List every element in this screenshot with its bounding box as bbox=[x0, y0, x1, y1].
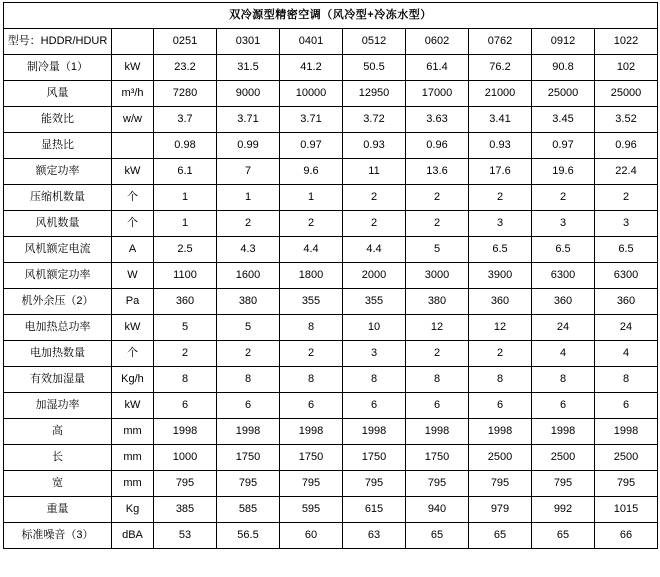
table-row bbox=[4, 81, 658, 107]
cell: 0.97 bbox=[280, 133, 343, 159]
cell: 25000 bbox=[595, 81, 658, 107]
row-unit: Kg/h bbox=[112, 367, 154, 393]
cell: 56.5 bbox=[217, 523, 280, 549]
model-header-5: 0762 bbox=[469, 29, 532, 55]
cell: 2500 bbox=[469, 445, 532, 471]
cell: 979 bbox=[469, 497, 532, 523]
table-row bbox=[4, 159, 658, 185]
cell: 1998 bbox=[406, 419, 469, 445]
table-row bbox=[4, 523, 658, 549]
row-unit: m³/h bbox=[112, 81, 154, 107]
cell: 90.8 bbox=[532, 55, 595, 81]
model-header-2: 0401 bbox=[280, 29, 343, 55]
cell: 585 bbox=[217, 497, 280, 523]
cell: 2 bbox=[280, 211, 343, 237]
cell: 8 bbox=[343, 367, 406, 393]
cell: 17.6 bbox=[469, 159, 532, 185]
table-row bbox=[4, 263, 658, 289]
cell: 6300 bbox=[595, 263, 658, 289]
row-unit: 个 bbox=[112, 185, 154, 211]
cell: 940 bbox=[406, 497, 469, 523]
table-row bbox=[4, 471, 658, 497]
row-unit: Kg bbox=[112, 497, 154, 523]
cell: 41.2 bbox=[280, 55, 343, 81]
document-title: 双冷源型精密空调（风冷型+冷冻水型） bbox=[4, 3, 658, 29]
cell: 6.1 bbox=[154, 159, 217, 185]
cell: 992 bbox=[532, 497, 595, 523]
cell: 25000 bbox=[532, 81, 595, 107]
cell: 65 bbox=[532, 523, 595, 549]
cell: 1800 bbox=[280, 263, 343, 289]
cell: 31.5 bbox=[217, 55, 280, 81]
cell: 19.6 bbox=[532, 159, 595, 185]
cell: 1 bbox=[154, 185, 217, 211]
row-unit: kW bbox=[112, 159, 154, 185]
model-header-0: 0251 bbox=[154, 29, 217, 55]
cell: 24 bbox=[532, 315, 595, 341]
cell: 0.97 bbox=[532, 133, 595, 159]
cell: 4.3 bbox=[217, 237, 280, 263]
cell: 2 bbox=[406, 341, 469, 367]
cell: 3 bbox=[595, 211, 658, 237]
cell: 9000 bbox=[217, 81, 280, 107]
cell: 12 bbox=[469, 315, 532, 341]
cell: 5 bbox=[154, 315, 217, 341]
row-label: 制冷量（1） bbox=[4, 55, 112, 81]
cell: 4 bbox=[595, 341, 658, 367]
cell: 3.45 bbox=[532, 107, 595, 133]
cell: 6.5 bbox=[595, 237, 658, 263]
table-row bbox=[4, 133, 658, 159]
row-label: 有效加湿量 bbox=[4, 367, 112, 393]
cell: 6 bbox=[154, 393, 217, 419]
row-unit: 个 bbox=[112, 211, 154, 237]
cell: 2 bbox=[217, 211, 280, 237]
cell: 1998 bbox=[280, 419, 343, 445]
cell: 1750 bbox=[217, 445, 280, 471]
row-label: 长 bbox=[4, 445, 112, 471]
row-unit: mm bbox=[112, 445, 154, 471]
cell: 795 bbox=[406, 471, 469, 497]
cell: 0.96 bbox=[595, 133, 658, 159]
cell: 8 bbox=[217, 367, 280, 393]
cell: 8 bbox=[532, 367, 595, 393]
cell: 24 bbox=[595, 315, 658, 341]
row-label: 高 bbox=[4, 419, 112, 445]
cell: 615 bbox=[343, 497, 406, 523]
cell: 65 bbox=[406, 523, 469, 549]
row-unit: Pa bbox=[112, 289, 154, 315]
model-header-6: 0912 bbox=[532, 29, 595, 55]
cell: 1998 bbox=[217, 419, 280, 445]
cell: 0.98 bbox=[154, 133, 217, 159]
cell: 3000 bbox=[406, 263, 469, 289]
spec-sheet bbox=[3, 0, 657, 549]
cell: 8 bbox=[280, 315, 343, 341]
cell: 1015 bbox=[595, 497, 658, 523]
cell: 380 bbox=[406, 289, 469, 315]
table-row bbox=[4, 289, 658, 315]
table-row bbox=[4, 393, 658, 419]
cell: 1 bbox=[280, 185, 343, 211]
cell: 795 bbox=[280, 471, 343, 497]
model-header-3: 0512 bbox=[343, 29, 406, 55]
cell: 1750 bbox=[406, 445, 469, 471]
row-label: 风机额定电流 bbox=[4, 237, 112, 263]
cell: 360 bbox=[154, 289, 217, 315]
cell: 6 bbox=[532, 393, 595, 419]
row-unit: kW bbox=[112, 315, 154, 341]
cell: 61.4 bbox=[406, 55, 469, 81]
table-row bbox=[4, 185, 658, 211]
cell: 3.63 bbox=[406, 107, 469, 133]
table-row bbox=[4, 107, 658, 133]
row-label: 重量 bbox=[4, 497, 112, 523]
cell: 0.93 bbox=[469, 133, 532, 159]
row-label: 宽 bbox=[4, 471, 112, 497]
cell: 1000 bbox=[154, 445, 217, 471]
cell: 2 bbox=[469, 185, 532, 211]
model-header-4: 0602 bbox=[406, 29, 469, 55]
cell: 3 bbox=[343, 341, 406, 367]
cell: 60 bbox=[280, 523, 343, 549]
cell: 6 bbox=[343, 393, 406, 419]
cell: 3.71 bbox=[217, 107, 280, 133]
cell: 6 bbox=[469, 393, 532, 419]
cell: 5 bbox=[217, 315, 280, 341]
cell: 380 bbox=[217, 289, 280, 315]
cell: 6 bbox=[406, 393, 469, 419]
table-row bbox=[4, 367, 658, 393]
cell: 6 bbox=[280, 393, 343, 419]
table-row bbox=[4, 419, 658, 445]
cell: 2000 bbox=[343, 263, 406, 289]
cell: 50.5 bbox=[343, 55, 406, 81]
cell: 2500 bbox=[532, 445, 595, 471]
cell: 53 bbox=[154, 523, 217, 549]
cell: 11 bbox=[343, 159, 406, 185]
model-header-row bbox=[4, 29, 658, 55]
table-row bbox=[4, 445, 658, 471]
cell: 7280 bbox=[154, 81, 217, 107]
cell: 8 bbox=[595, 367, 658, 393]
cell: 1600 bbox=[217, 263, 280, 289]
cell: 102 bbox=[595, 55, 658, 81]
model-header-1: 0301 bbox=[217, 29, 280, 55]
cell: 6.5 bbox=[469, 237, 532, 263]
cell: 2 bbox=[532, 185, 595, 211]
cell: 23.2 bbox=[154, 55, 217, 81]
table-row bbox=[4, 497, 658, 523]
cell: 795 bbox=[217, 471, 280, 497]
cell: 10000 bbox=[280, 81, 343, 107]
cell: 6.5 bbox=[532, 237, 595, 263]
cell: 0.96 bbox=[406, 133, 469, 159]
row-label: 加湿功率 bbox=[4, 393, 112, 419]
unit-column-header bbox=[112, 29, 154, 55]
cell: 0.99 bbox=[217, 133, 280, 159]
cell: 1750 bbox=[280, 445, 343, 471]
cell: 2 bbox=[406, 211, 469, 237]
title-row bbox=[4, 3, 658, 29]
cell: 4.4 bbox=[343, 237, 406, 263]
cell: 12 bbox=[406, 315, 469, 341]
cell: 3 bbox=[469, 211, 532, 237]
cell: 8 bbox=[154, 367, 217, 393]
cell: 9.6 bbox=[280, 159, 343, 185]
table-row bbox=[4, 211, 658, 237]
cell: 6300 bbox=[532, 263, 595, 289]
cell: 17000 bbox=[406, 81, 469, 107]
row-unit bbox=[112, 133, 154, 159]
cell: 3.7 bbox=[154, 107, 217, 133]
cell: 360 bbox=[532, 289, 595, 315]
table-row bbox=[4, 341, 658, 367]
cell: 2.5 bbox=[154, 237, 217, 263]
cell: 13.6 bbox=[406, 159, 469, 185]
cell: 3.41 bbox=[469, 107, 532, 133]
cell: 63 bbox=[343, 523, 406, 549]
cell: 1998 bbox=[469, 419, 532, 445]
table-body bbox=[4, 3, 658, 549]
cell: 8 bbox=[406, 367, 469, 393]
cell: 1998 bbox=[595, 419, 658, 445]
cell: 2 bbox=[217, 341, 280, 367]
row-label: 风机数量 bbox=[4, 211, 112, 237]
cell: 3 bbox=[532, 211, 595, 237]
cell: 795 bbox=[343, 471, 406, 497]
cell: 1998 bbox=[532, 419, 595, 445]
cell: 385 bbox=[154, 497, 217, 523]
cell: 360 bbox=[595, 289, 658, 315]
row-label: 能效比 bbox=[4, 107, 112, 133]
cell: 4.4 bbox=[280, 237, 343, 263]
model-row-label: 型号：HDDR/HDUR bbox=[4, 29, 112, 55]
row-label: 额定功率 bbox=[4, 159, 112, 185]
row-unit: mm bbox=[112, 419, 154, 445]
cell: 2 bbox=[343, 211, 406, 237]
cell: 8 bbox=[469, 367, 532, 393]
cell: 1750 bbox=[343, 445, 406, 471]
cell: 795 bbox=[154, 471, 217, 497]
table-row bbox=[4, 237, 658, 263]
cell: 3.52 bbox=[595, 107, 658, 133]
row-label: 电加热总功率 bbox=[4, 315, 112, 341]
row-unit: w/w bbox=[112, 107, 154, 133]
cell: 8 bbox=[280, 367, 343, 393]
cell: 21000 bbox=[469, 81, 532, 107]
row-label: 显热比 bbox=[4, 133, 112, 159]
cell: 355 bbox=[280, 289, 343, 315]
cell: 2 bbox=[343, 185, 406, 211]
cell: 1998 bbox=[343, 419, 406, 445]
cell: 0.93 bbox=[343, 133, 406, 159]
cell: 795 bbox=[532, 471, 595, 497]
cell: 595 bbox=[280, 497, 343, 523]
row-label: 风机额定功率 bbox=[4, 263, 112, 289]
cell: 1 bbox=[217, 185, 280, 211]
cell: 795 bbox=[469, 471, 532, 497]
table-row bbox=[4, 315, 658, 341]
cell: 3.71 bbox=[280, 107, 343, 133]
cell: 76.2 bbox=[469, 55, 532, 81]
cell: 6 bbox=[595, 393, 658, 419]
specification-table bbox=[3, 2, 658, 549]
cell: 10 bbox=[343, 315, 406, 341]
cell: 795 bbox=[595, 471, 658, 497]
row-unit: 个 bbox=[112, 341, 154, 367]
row-unit: dBA bbox=[112, 523, 154, 549]
row-label: 风量 bbox=[4, 81, 112, 107]
cell: 2 bbox=[154, 341, 217, 367]
cell: 1100 bbox=[154, 263, 217, 289]
cell: 2 bbox=[280, 341, 343, 367]
cell: 2 bbox=[595, 185, 658, 211]
row-label: 机外余压（2） bbox=[4, 289, 112, 315]
row-label: 电加热数量 bbox=[4, 341, 112, 367]
cell: 5 bbox=[406, 237, 469, 263]
cell: 65 bbox=[469, 523, 532, 549]
cell: 4 bbox=[532, 341, 595, 367]
cell: 355 bbox=[343, 289, 406, 315]
row-unit: A bbox=[112, 237, 154, 263]
row-label: 压缩机数量 bbox=[4, 185, 112, 211]
row-label: 标准噪音（3） bbox=[4, 523, 112, 549]
cell: 66 bbox=[595, 523, 658, 549]
cell: 3900 bbox=[469, 263, 532, 289]
row-unit: mm bbox=[112, 471, 154, 497]
cell: 360 bbox=[469, 289, 532, 315]
model-header-7: 1022 bbox=[595, 29, 658, 55]
cell: 1 bbox=[154, 211, 217, 237]
row-unit: kW bbox=[112, 55, 154, 81]
cell: 1998 bbox=[154, 419, 217, 445]
row-unit: W bbox=[112, 263, 154, 289]
cell: 7 bbox=[217, 159, 280, 185]
cell: 3.72 bbox=[343, 107, 406, 133]
cell: 12950 bbox=[343, 81, 406, 107]
cell: 2500 bbox=[595, 445, 658, 471]
cell: 22.4 bbox=[595, 159, 658, 185]
row-unit: kW bbox=[112, 393, 154, 419]
table-row bbox=[4, 55, 658, 81]
cell: 2 bbox=[469, 341, 532, 367]
cell: 2 bbox=[406, 185, 469, 211]
cell: 6 bbox=[217, 393, 280, 419]
